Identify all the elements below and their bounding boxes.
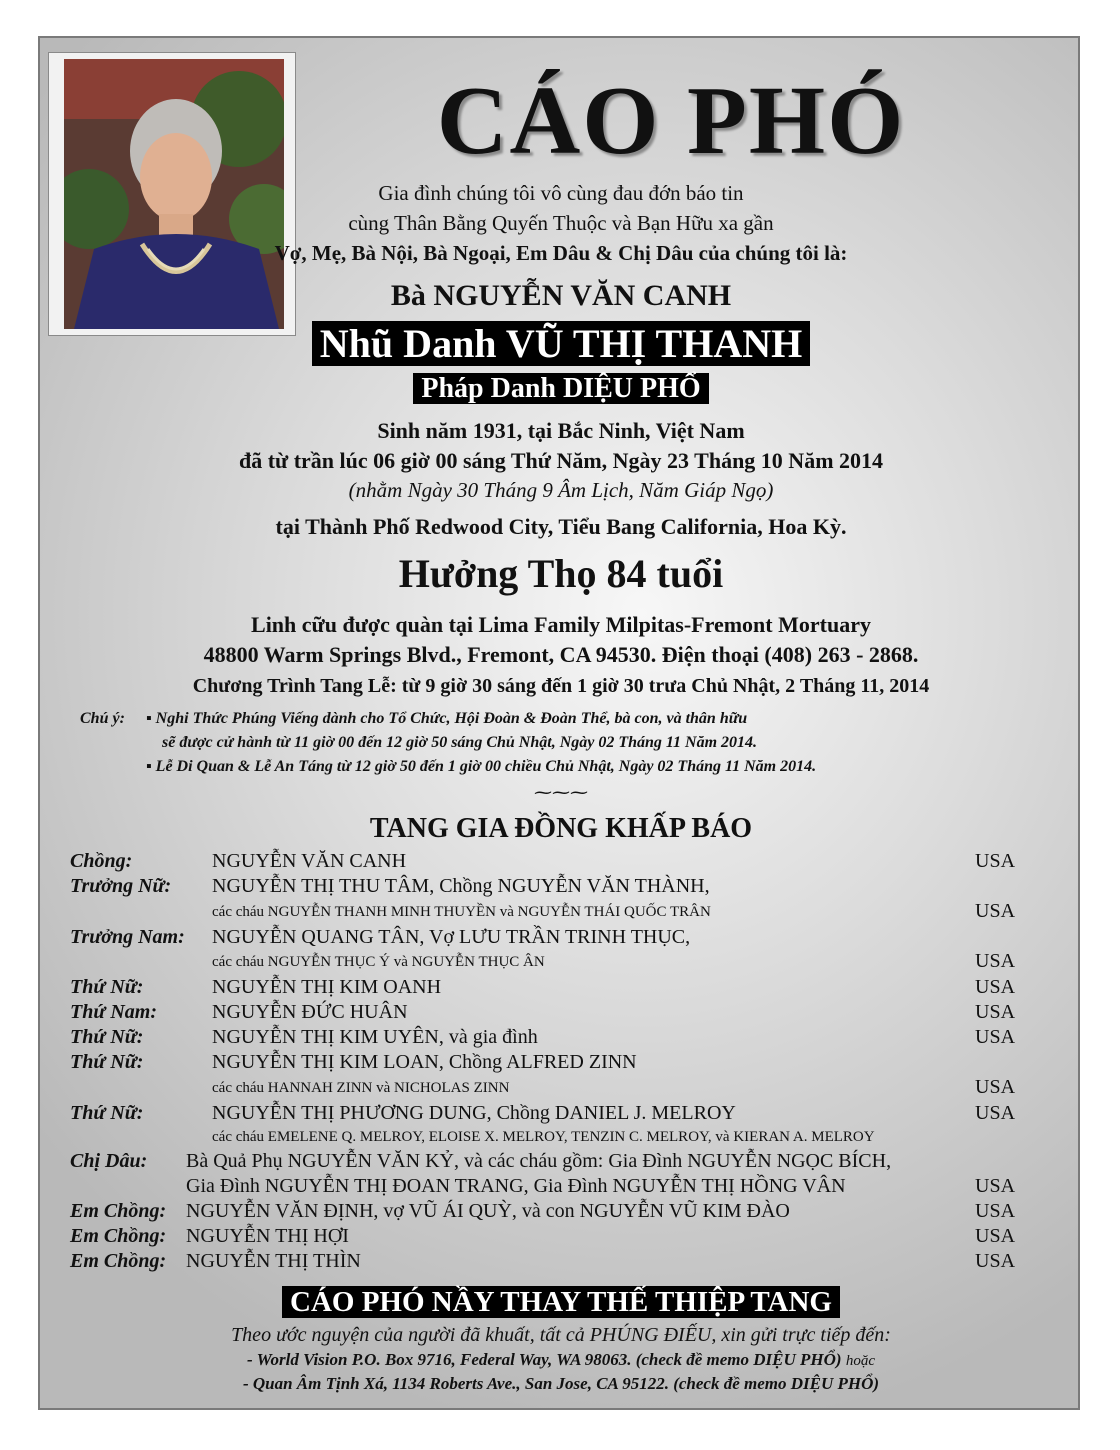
country: USA (975, 850, 1016, 872)
relation-label: Thứ Nữ: (70, 1102, 144, 1124)
relation-label: Em Chồng: (70, 1250, 167, 1272)
donation-address-2: - Quan Âm Tịnh Xá, 1134 Roberts Ave., San Jose, CA 95122. (check đề memo DIỆU PHỔ) (242, 1374, 880, 1393)
family-member: NGUYỄN THỊ HỢI (186, 1225, 349, 1247)
dharma-name: Pháp Danh DIỆU PHỔ (413, 373, 708, 404)
donation-wish: Theo ước nguyện của người đã khuất, tất cả PHÚNG ĐIẾU, xin gửi trực tiếp đến: (231, 1324, 891, 1346)
intro-line-2: cùng Thân Bằng Quyến Thuộc và Bạn Hữu xa gần (348, 211, 774, 235)
family-member: NGUYỄN THỊ KIM LOAN, Chồng ALFRED ZINN (212, 1051, 637, 1073)
note-item-1: ▪ Nghi Thức Phúng Viếng dành cho Tổ Chức, Hội Đoàn & Đoàn Thể, bà con, và thân hữu (146, 710, 748, 727)
country: USA (975, 1225, 1016, 1247)
dharma-name-wrap (40, 372, 1080, 406)
footer-banner: CÁO PHÓ NẦY THAY THẾ THIỆP TANG (282, 1286, 840, 1318)
relation-label: Thứ Nữ: (70, 1026, 144, 1048)
note-label: Chú ý: (80, 710, 125, 727)
family-member: NGUYỄN VĂN ĐỊNH, vợ VŨ ÁI QUỲ, và con NGUYỄN VŨ KIM ĐÀO (186, 1200, 790, 1222)
relation-label: Thứ Nam: (70, 1001, 157, 1023)
mortuary-line: Linh cữu được quàn tại Lima Family Milpitas-Fremont Mortuary (251, 612, 871, 637)
family-member: NGUYỄN THỊ PHƯƠNG DUNG, Chồng DANIEL J. MELROY (212, 1102, 736, 1124)
family-member: các cháu HANNAH ZINN và NICHOLAS ZINN (212, 1080, 510, 1096)
donation-address-1: - World Vision P.O. Box 9716, Federal Way, WA 98063. (check đề memo DIỆU PHỔ) (247, 1350, 842, 1369)
relation-label: Chị Dâu: (70, 1150, 148, 1172)
mortuary-address: 48800 Warm Springs Blvd., Fremont, CA 94530. Điện thoại (408) 263 - 2868. (203, 642, 919, 667)
country: USA (975, 1250, 1016, 1272)
relation-label: Chồng: (70, 850, 133, 872)
family-member: NGUYỄN THỊ KIM OANH (212, 976, 442, 998)
country: USA (975, 1076, 1016, 1098)
obituary-panel (38, 36, 1080, 1410)
family-member: NGUYỄN THỊ KIM UYÊN, và gia đình (212, 1026, 538, 1048)
footer-banner-wrap (40, 1284, 1080, 1320)
family-member: các cháu NGUYỄN THỤC Ý và NGUYỄN THỤC ÂN (212, 954, 545, 970)
country: USA (975, 1200, 1016, 1222)
country: USA (975, 950, 1016, 972)
donation-or: hoặc (845, 1353, 875, 1369)
note-item-2: ▪ Lễ Di Quan & Lễ An Táng từ 12 giờ 50 đến 1 giờ 00 chiều Chủ Nhật, Ngày 02 Tháng 11 Năm 2014. (146, 758, 817, 775)
country: USA (975, 1102, 1016, 1124)
intro-line-1: Gia đình chúng tôi vô cùng đau đớn báo tin (378, 181, 744, 205)
note-item-1-cont: sẽ được cử hành từ 11 giờ 00 đến 12 giờ 50 sáng Chủ Nhật, Ngày 02 Tháng 11 Năm 2014. (162, 734, 758, 751)
birth-info: Sinh năm 1931, tại Bắc Ninh, Việt Nam (377, 418, 745, 443)
relation-label: Trưởng Nữ: (70, 875, 172, 897)
family-member: các cháu NGUYỄN THANH MINH THUYỀN và NGUYỄN THÁI QUỐC TRÂN (212, 904, 711, 920)
age-line: Hưởng Thọ 84 tuổi (398, 551, 724, 596)
relation-label: Em Chồng: (70, 1225, 167, 1247)
relation-label: Em Chồng: (70, 1200, 167, 1222)
country: USA (975, 1175, 1016, 1197)
family-member: NGUYỄN VĂN CANH (212, 850, 407, 872)
family-member: Gia Đình NGUYỄN THỊ ĐOAN TRANG, Gia Đình NGUYỄN THỊ HỒNG VÂN (186, 1175, 846, 1197)
maiden-name-wrap (40, 321, 1080, 367)
service-program: Chương Trình Tang Lễ: từ 9 giờ 30 sáng đến 1 giờ 30 trưa Chủ Nhật, 2 Tháng 11, 2014 (192, 675, 930, 697)
death-place: tại Thành Phố Redwood City, Tiểu Bang California, Hoa Kỳ. (275, 514, 847, 539)
country: USA (975, 1001, 1016, 1023)
relation-label: Thứ Nữ: (70, 976, 144, 998)
country: USA (975, 976, 1016, 998)
family-member: NGUYỄN QUANG TÂN, Vợ LƯU TRẦN TRINH THỤC, (212, 926, 691, 948)
family-member: Bà Quả Phụ NGUYỄN VĂN KỶ, và các cháu gồm: Gia Đình NGUYỄN NGỌC BÍCH, (186, 1150, 892, 1172)
intro-line-3: Vợ, Mẹ, Bà Nội, Bà Ngoại, Em Dâu & Chị Dâu của chúng tôi là: (274, 241, 848, 265)
page-title: CÁO PHÓ (436, 67, 906, 175)
death-info: đã từ trần lúc 06 giờ 00 sáng Thứ Năm, Ngày 23 Tháng 10 Năm 2014 (238, 448, 884, 473)
donation-address-1-wrap (40, 1350, 1080, 1370)
relation-label: Trưởng Nam: (70, 926, 185, 948)
family-member: NGUYỄN ĐỨC HUÂN (212, 1001, 408, 1023)
country: USA (975, 1026, 1016, 1048)
lunar-date: (nhằm Ngày 30 Tháng 9 Âm Lịch, Năm Giáp Ngọ) (348, 478, 774, 502)
ornament-divider: ⁓⁓⁓ (534, 782, 588, 802)
family-heading: TANG GIA ĐỒNG KHẤP BÁO (369, 813, 753, 844)
family-member: NGUYỄN THỊ THU TÂM, Chồng NGUYỄN VĂN THÀNH, (212, 875, 710, 897)
deceased-name: Bà NGUYỄN VĂN CANH (390, 279, 732, 312)
family-member: các cháu EMELENE Q. MELROY, ELOISE X. MELROY, TENZIN C. MELROY, và KIERAN A. MELROY (212, 1129, 875, 1145)
relation-label: Thứ Nữ: (70, 1051, 144, 1073)
maiden-name: Nhũ Danh VŨ THỊ THANH (312, 321, 810, 366)
country: USA (975, 900, 1016, 922)
family-member: NGUYỄN THỊ THÌN (186, 1250, 361, 1272)
